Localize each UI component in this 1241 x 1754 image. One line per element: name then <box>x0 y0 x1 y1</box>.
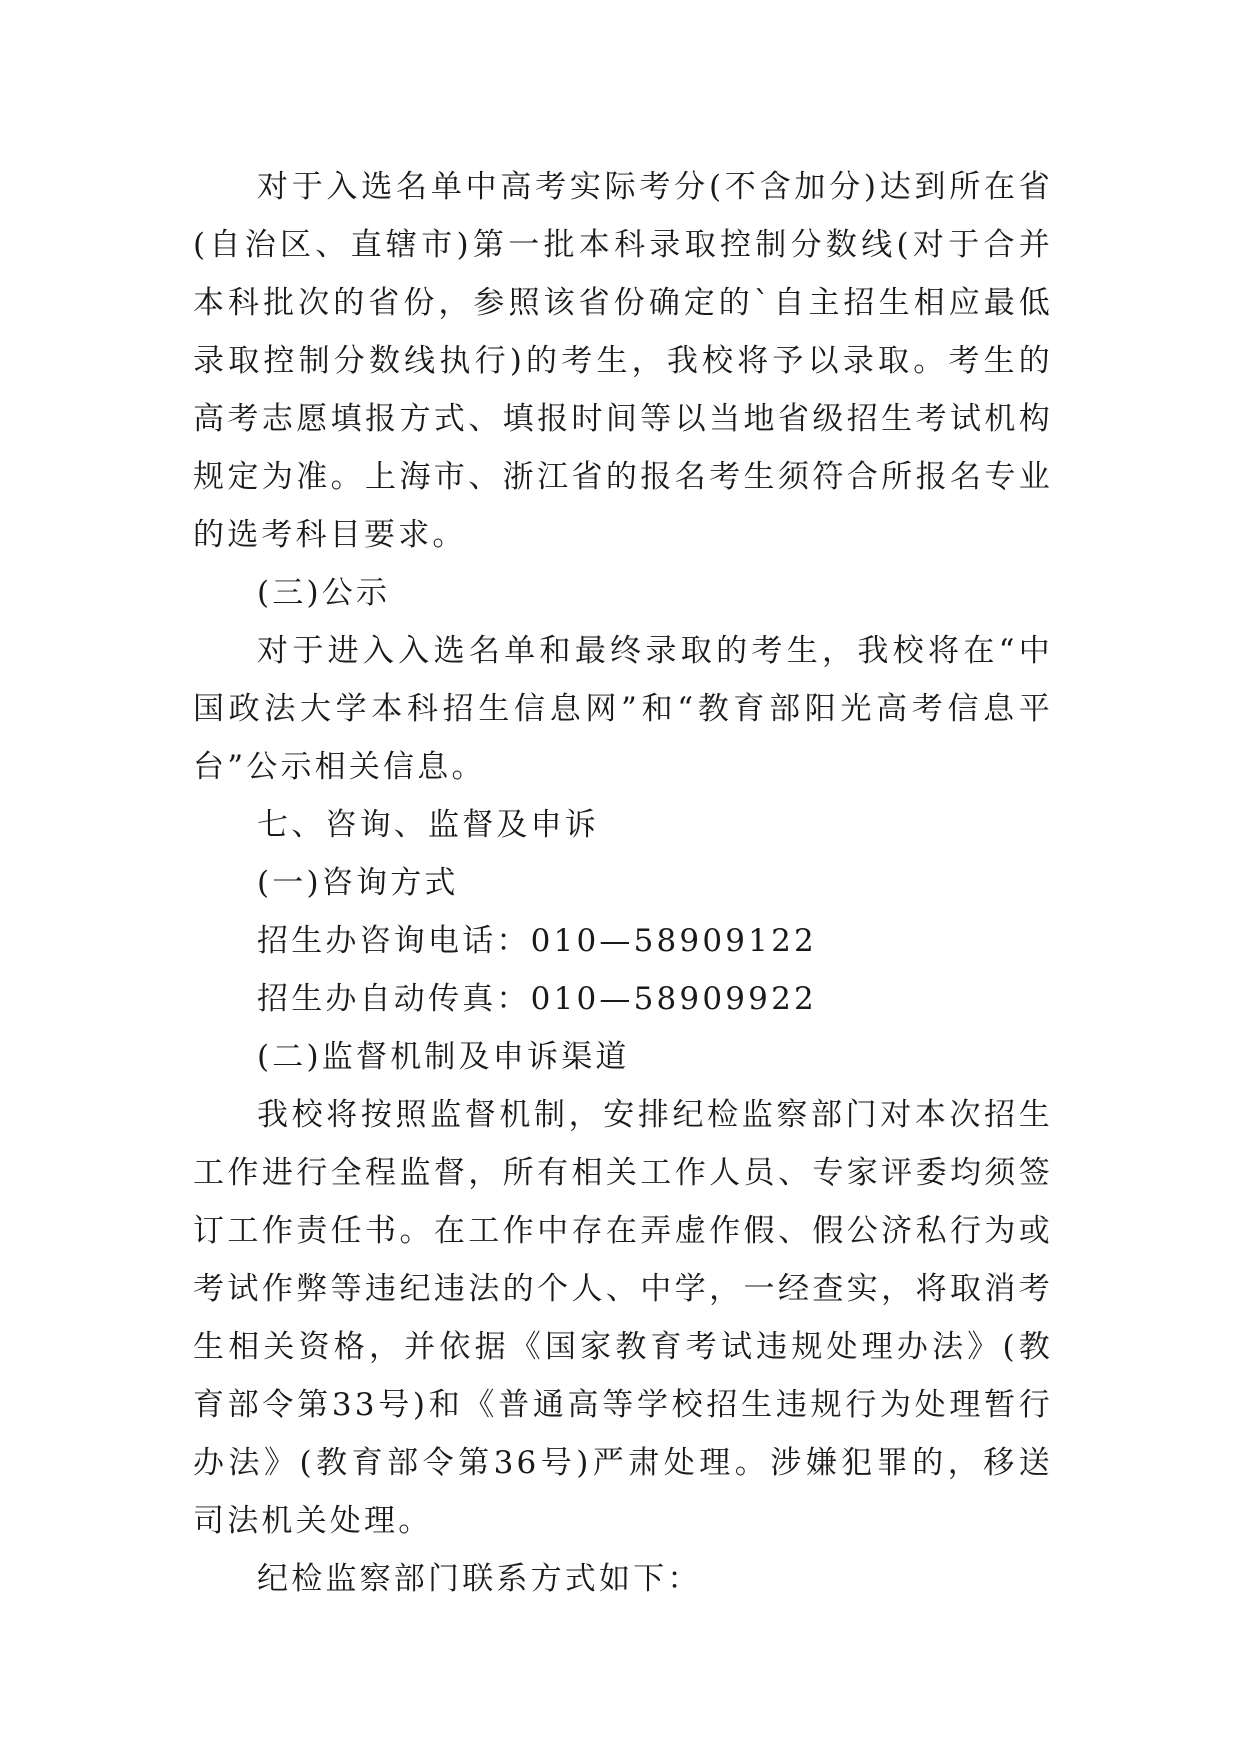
paragraph-contact-intro: 纪检监察部门联系方式如下： <box>257 1561 702 1597</box>
section-heading-consultation: 七、咨询、监督及申诉 <box>257 807 599 843</box>
consultation-fax: 招生办自动传真：010—58909922 <box>257 981 817 1017</box>
section-heading-publicity: (三)公示 <box>257 575 391 611</box>
paragraph-publicity: 对于进入入选名单和最终录取的考生，我校将在“中国政法大学本科招生信息网”和“教育部阳光高考信息平台”公示相关信息。 <box>193 633 1053 785</box>
document-body <box>193 158 1053 1608</box>
consultation-phone: 招生办咨询电话：010—58909122 <box>257 923 817 959</box>
paragraph-admission-rules: 对于入选名单中高考实际考分(不含加分)达到所在省(自治区、直辖市)第一批本科录取控制分数线(对于合并本科批次的省份，参照该省份确定的`自主招生相应最低录取控制分数线执行)的考生，我校将予以录取。考生的高考志愿填报方式、填报时间等以当地省级招生考试机构规定为准。上海市、浙江省的报名考生须符合所报名专业的选考科目要求。 <box>193 169 1053 553</box>
paragraph-supervision: 我校将按照监督机制，安排纪检监察部门对本次招生工作进行全程监督，所有相关工作人员、专家评委均须签订工作责任书。在工作中存在弄虚作假、假公济私行为或考试作弊等违纪违法的个人、中学，一经查实，将取消考生相关资格，并依据《国家教育考试违规处理办法》(教育部令第33号)和《普通高等学校招生违规行为处理暂行办法》(教育部令第36号)严肃处理。涉嫌犯罪的，移送司法机关处理。 <box>193 1097 1053 1539</box>
subheading-consultation-methods: (一)咨询方式 <box>257 865 459 901</box>
subheading-supervision: (二)监督机制及申诉渠道 <box>257 1039 630 1075</box>
